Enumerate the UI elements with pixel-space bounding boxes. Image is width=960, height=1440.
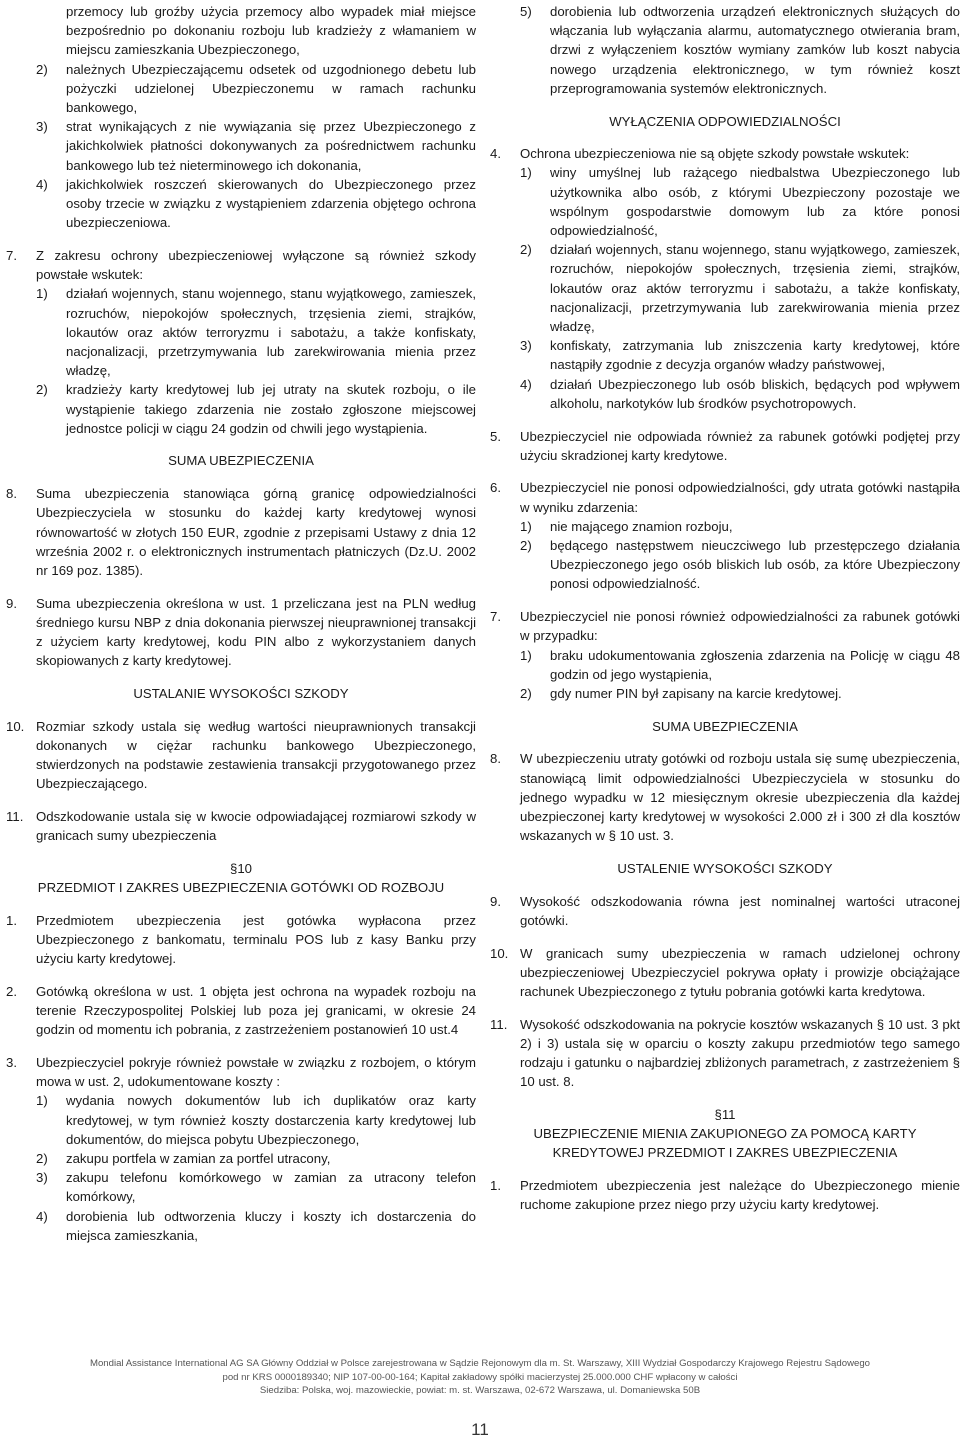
- paragraph-body: [520, 1176, 960, 1214]
- sub-item-text: działań wojennych, stanu wojennego, stanu wyjątkowego, zamieszek, rozruchów, niepokojów społecznych, trzęsienia ziemi, strajków, lokautów oraz aktów terroryzmu i sabotażu, a także konfiskaty, nacjonalizacji, przetrzymywania lub zarekwirowania mienia przez władzę,: [66, 286, 476, 379]
- numbered-paragraph: [6, 982, 476, 1040]
- sub-item-text: działań wojennych, stanu wojennego, stanu wyjątkowego, zamieszek, rozruchów, niepokojów społecznych, trzęsienia ziemi, strajków, lokautów oraz aktów terroryzmu i sabotażu, a także konfiskaty, nacjonalizacji, przetrzymywania lub zarekwirowania mienia przez władzę,: [550, 242, 960, 335]
- sub-item: [520, 517, 960, 536]
- paragraph-text: Suma ubezpieczenia stanowiąca górną granicę odpowiedzialności Ubezpieczyciela w stosunku do każdej karty kredytowej wynosi równowartość w złotych 150 EUR, zgodnie z przepisami Ustawy z dnia 12 września 2002 r. o elektronicznych instrumentach płatniczych (Dz.U. 2002 nr 169 poz. 1385).: [36, 486, 476, 578]
- section-heading: [6, 451, 476, 470]
- continued-paragraph: [490, 2, 960, 98]
- sub-item-number: 2): [36, 1151, 48, 1167]
- paragraph-number: [6, 2, 36, 232]
- sub-item-number: [36, 2, 66, 60]
- sub-item-text: zakupu portfela w zamian za portfel utracony,: [66, 1151, 331, 1167]
- paragraph-body: [36, 594, 476, 671]
- page-number: 11: [471, 1420, 489, 1439]
- paragraph-body: [520, 944, 960, 1002]
- section-heading-line: UBEZPIECZENIE MIENIA ZAKUPIONEGO ZA POMOCĄ KARTY KREDYTOWEJ PRZEDMIOT I ZAKRES UBEZPIECZENIA: [533, 1126, 917, 1161]
- sub-item-text: wydania nowych dokumentów lub ich duplikatów oraz karty kredytowej, w tym również koszty dostarczenia karty kredytowej lub dokumentów, do miejsca pobytu Ubezpieczonego,: [66, 1093, 476, 1147]
- section-heading: [490, 112, 960, 131]
- paragraph-body: [520, 144, 960, 413]
- sub-item: [36, 175, 476, 233]
- numbered-paragraph: [6, 484, 476, 580]
- paragraph-text: W granicach sumy ubezpieczenia w ramach udzielonej ochrony ubezpieczeniowej Ubezpieczyciel pokrywa opłaty i prowizje obciążające rachunek Ubezpieczonego z tytułu pobrania gotówki karta kredytowa.: [520, 945, 960, 999]
- paragraph-body: [36, 484, 476, 580]
- sub-item-text: przemocy lub groźby użycia przemocy albo wypadek miał miejsce bezpośrednio po dokonaniu rozboju lub kradzieży z włamaniem w miejscu zamieszkania Ubezpieczonego,: [66, 4, 476, 58]
- numbered-paragraph: [490, 1015, 960, 1092]
- section-heading-line: SUMA UBEZPIECZENIA: [168, 453, 314, 469]
- sub-item-number: 3): [36, 1170, 48, 1186]
- numbered-paragraph: [490, 427, 960, 465]
- numbered-paragraph: [490, 749, 960, 845]
- sub-item: [36, 2, 476, 60]
- paragraph-number: 2.: [6, 983, 17, 999]
- paragraph-number: 4.: [490, 146, 501, 162]
- section-heading: [6, 859, 476, 897]
- sub-item-number: 2): [36, 382, 48, 398]
- sub-item-number: 4): [520, 376, 532, 392]
- sub-item-text: nie mającego znamion rozboju,: [550, 518, 733, 534]
- sub-item: [520, 336, 960, 374]
- sub-item: [36, 1168, 476, 1206]
- paragraph-number: 7.: [490, 609, 501, 625]
- paragraph-body: [520, 478, 960, 593]
- paragraph-number: 5.: [490, 428, 501, 444]
- sub-item-text: gdy numer PIN był zapisany na karcie kredytowej.: [550, 686, 842, 701]
- paragraph-text: Gotówką określona w ust. 1 objęta jest ochrona na wypadek rozboju na terenie Rzeczypospolitej Polskiej lub poza jej granicami, w okresie 24 godzin od momentu ich pobrania, z zastrzeżeniem postanowień 10 ust.4: [36, 983, 476, 1038]
- sub-item-text: jakichkolwiek roszczeń skierowanych do Ubezpieczonego przez osoby trzecie w związku z wystąpieniem zdarzenia objętego ochrona ubezpieczeniowa.: [66, 176, 476, 231]
- sub-item: [36, 117, 476, 175]
- paragraph-text: Wysokość odszkodowania równa jest nominalnej wartości utraconej gotówki.: [520, 893, 960, 928]
- paragraph-body: [36, 807, 476, 845]
- paragraph-body: [36, 246, 476, 438]
- sub-item-number: 1): [520, 647, 532, 663]
- section-heading-line: §11: [714, 1106, 736, 1122]
- numbered-paragraph: [490, 478, 960, 593]
- numbered-paragraph: [490, 144, 960, 413]
- paragraph-number: 11.: [6, 809, 24, 825]
- paragraph-text: Ubezpieczyciel nie odpowiada również za rabunek gotówki podjętej przy użyciu skradzionej karty kredytowe.: [520, 428, 960, 463]
- section-heading: [6, 684, 476, 703]
- sub-item: [520, 240, 960, 336]
- footer: [0, 1357, 960, 1398]
- sub-item-text: winy umyślnej lub rażącego niedbalstwa Ubezpieczonego lub użytkownika albo osób, z którymi Ubezpieczony pozostaje we wspólnym gospodarstwie domowym lub za które ponosi odpowiedzialność,: [550, 165, 960, 239]
- paragraph-text: Ochrona ubezpieczeniowa nie są objęte szkody powstałe wskutek:: [520, 146, 910, 162]
- paragraph-body: [36, 2, 476, 232]
- sub-item-text: dorobienia lub odtworzenia urządzeń elektronicznych służących do włączania lub wyłączania alarmu, automatycznego otwierania bram, drzwi z wyłączeniem kosztów wymiany zamków lub koszt nabycia nowego urządzenia elektronicznego, w tym również koszt przeprogramowania systemów elektronicznych.: [550, 4, 960, 96]
- footer-line-1: Mondial Assistance International AG SA Główny Oddział w Polsce zarejestrowana w Sądzie Rejonowym dla m. St. Warszawy, XIII Wydział Gospodarczy Krajowego Rejestru Sądowego: [89, 1358, 871, 1369]
- sub-item-text: dorobienia lub odtworzenia kluczy i koszty ich dostarczenia do miejsca zamieszkania,: [66, 1208, 476, 1243]
- paragraph-body: [520, 607, 960, 703]
- sub-item: [36, 1207, 476, 1245]
- paragraph-number: 8.: [6, 486, 17, 502]
- section-heading: [490, 717, 960, 736]
- sub-item-number: 1): [520, 518, 532, 534]
- sub-item-number: 2): [520, 242, 532, 258]
- paragraph-text: Odszkodowanie ustala się w kwocie odpowiadającej rozmiarowi szkody w granicach sumy ubezpieczenia: [36, 809, 476, 844]
- right-column: [490, 2, 960, 1228]
- paragraph-text: Wysokość odszkodowania na pokrycie kosztów wskazanych § 10 ust. 3 pkt 2) i 3) ustala się w oparciu o koszty zakupu przedmiotów tego samego rodzaju i gatunku o najbardziej zbliżonych parametrach, z zastrzeżeniem § 10 ust. 8.: [520, 1016, 960, 1090]
- sub-item-number: 2): [36, 61, 48, 77]
- sub-item-number: 3): [520, 338, 532, 354]
- section-heading-line: USTALENIE WYSOKOŚCI SZKODY: [617, 860, 833, 876]
- paragraph-body: [36, 1053, 476, 1245]
- left-column: [6, 2, 476, 1259]
- sub-item: [520, 375, 960, 413]
- numbered-paragraph: [6, 246, 476, 438]
- section-heading-line: USTALANIE WYSOKOŚCI SZKODY: [133, 686, 349, 701]
- continued-paragraph: [6, 2, 476, 232]
- sub-item-number: 5): [520, 4, 532, 19]
- sub-item: [520, 163, 960, 240]
- paragraph-number: 9.: [490, 893, 501, 909]
- section-heading-line: SUMA UBEZPIECZENIA: [652, 718, 798, 734]
- section-heading: [490, 1105, 960, 1163]
- paragraph-number: 6.: [490, 480, 501, 496]
- paragraph-text: Przedmiotem ubezpieczenia jest należące do Ubezpieczonego mienie ruchome zakupione przez niego przy użyciu karty kredytowej.: [520, 1178, 960, 1213]
- paragraph-number: 10.: [6, 718, 25, 734]
- sub-item-number: 1): [36, 286, 48, 302]
- numbered-paragraph: [6, 807, 476, 845]
- sub-item-number: 2): [520, 538, 532, 554]
- sub-item-text: kradzieży karty kredytowej lub jej utraty na skutek rozboju, o ile wystąpienie takiego zdarzenia nie zostało zgłoszone miejscowej jednostce policji w ciągu 24 godzin od chwili jego wystąpienia.: [66, 382, 476, 436]
- sub-item: [36, 284, 476, 380]
- sub-item-text: działań Ubezpieczonego lub osób bliskich, będących pod wpływem alkoholu, narkotyków lub środków psychotropowych.: [550, 376, 960, 411]
- numbered-paragraph: [6, 594, 476, 671]
- sub-item-text: braku udokumentowania zgłoszenia zdarzenia na Policję w ciągu 48 godzin od jego wystąpienia,: [550, 647, 960, 682]
- paragraph-text: Rozmiar szkody ustala się według wartości nieuprawnionych transakcji dokonanych w ciężar rachunku bankowego Ubezpieczonego, stwierdzonych na podstawie zestawienia transakcji przygotowanego przez Ubezpieczającego.: [36, 718, 476, 792]
- numbered-paragraph: [6, 911, 476, 969]
- sub-item-number: 3): [36, 119, 48, 135]
- paragraph-text: Ubezpieczyciel pokryje również powstałe w związku z rozbojem, o którym mowa w ust. 2, udokumentowane koszty :: [36, 1055, 476, 1090]
- paragraph-number: 10.: [490, 945, 509, 961]
- sub-item-number: 1): [520, 165, 532, 181]
- footer-line-2: pod nr KRS 0000189340; NIP 107-00-00-164; Kapitał zakładowy spółki macierzystej 25.000.000 CHF wpłacony w całości: [222, 1371, 738, 1383]
- paragraph-text: Ubezpieczyciel nie ponosi również odpowiedzialności za rabunek gotówki w przypadku:: [520, 609, 960, 644]
- sub-item: [36, 1149, 476, 1168]
- sub-item: [36, 380, 476, 438]
- sub-item-text: strat wynikających z nie wywiązania się przez Ubezpieczonego z jakichkolwiek płatności dokonywanych za pośrednictwem rachunku bankowego lub też nieterminowego ich dokonania,: [66, 119, 476, 173]
- sub-item: [520, 646, 960, 684]
- paragraph-text: W ubezpieczeniu utraty gotówki od rozboju ustala się sumę ubezpieczenia, stanowiącą limit odpowiedzialności Ubezpieczyciela w stosunku do jednego wypadku w 12 miesięcznym okresie ubezpieczenia dla każdej ubezpieczonej karty kredytowej w wysokości 2.000 zł i 300 zł dla kosztów wskazanych w § 10 ust. 3.: [520, 751, 960, 844]
- paragraph-text: Z zakresu ochrony ubezpieczeniowej wyłączone są również szkody powstałe wskutek:: [36, 247, 476, 283]
- paragraph-body: [36, 911, 476, 969]
- numbered-paragraph: [490, 607, 960, 703]
- paragraph-number: [490, 2, 520, 98]
- paragraph-number: 1.: [490, 1178, 501, 1194]
- paragraph-number: 11.: [490, 1016, 508, 1032]
- sub-item-text: zakupu telefonu komórkowego w zamian za utracony telefon komórkowy,: [66, 1170, 476, 1205]
- sub-item-text: konfiskaty, zatrzymania lub zniszczenia karty kredytowej, które nastąpiły zgodnie z decyzja organów władzy państwowej,: [550, 338, 960, 373]
- paragraph-text: Suma ubezpieczenia określona w ust. 1 przeliczana jest na PLN według średniego kursu NBP z dnia dokonania pierwszej nieuprawnionej transakcji z użyciem karty kredytowej, kodu PIN albo z wykorzystaniem danych skopiowanych z karty kredytowej.: [36, 595, 476, 669]
- numbered-paragraph: [6, 1053, 476, 1245]
- paragraph-body: [36, 717, 476, 794]
- paragraph-body: [520, 2, 960, 98]
- sub-item-text: należnych Ubezpieczającemu odsetek od uzgodnionego debetu lub pożyczki udzielonej Ubezpieczonemu w ramach rachunku bankowego,: [66, 61, 476, 116]
- paragraph-body: [520, 1015, 960, 1092]
- section-heading-line: WYŁĄCZENIA ODPOWIEDZIALNOŚCI: [609, 113, 841, 129]
- sub-item: [36, 1091, 476, 1149]
- numbered-paragraph: [490, 1176, 960, 1214]
- sub-item-text: będącego następstwem nieuczciwego lub przestępczego działania Ubezpieczonego jego osób bliskich lub osób, za które Ubezpieczony ponosi odpowiedzialność.: [550, 538, 960, 592]
- sub-item-number: 1): [36, 1093, 48, 1109]
- paragraph-body: [36, 982, 476, 1040]
- paragraph-number: 1.: [6, 912, 17, 928]
- sub-item: [36, 60, 476, 118]
- section-heading-line: §10: [229, 860, 252, 876]
- paragraph-body: [520, 892, 960, 930]
- paragraph-number: 7.: [6, 247, 17, 263]
- section-heading: [490, 859, 960, 878]
- paragraph-text: Przedmiotem ubezpieczenia jest gotówka wypłacona przez Ubezpieczonego z bankomatu, terminalu POS lub z kasy Banku przy użyciu karty kredytowej.: [36, 912, 476, 967]
- paragraph-body: [520, 749, 960, 845]
- paragraph-number: 8.: [490, 751, 501, 767]
- sub-item: [520, 684, 960, 703]
- footer-line-3: Siedziba: Polska, woj. mazowieckie, powiat: m. st. Warszawa, 02-672 Warszawa, ul. Domaniewska 50B: [259, 1385, 701, 1397]
- paragraph-text: Ubezpieczyciel nie ponosi odpowiedzialności, gdy utrata gotówki nastąpiła w wyniku zdarzenia:: [520, 480, 960, 515]
- numbered-paragraph: [6, 717, 476, 794]
- paragraph-number: 9.: [6, 595, 17, 611]
- sub-item: [520, 2, 960, 98]
- sub-item: [520, 536, 960, 594]
- numbered-paragraph: [490, 892, 960, 930]
- paragraph-number: 3.: [6, 1055, 17, 1071]
- sub-item-number: 2): [520, 686, 532, 701]
- section-heading-line: PRZEDMIOT I ZAKRES UBEZPIECZENIA GOTÓWKI OD ROZBOJU: [37, 880, 445, 896]
- numbered-paragraph: [490, 944, 960, 1002]
- paragraph-body: [520, 427, 960, 465]
- sub-item-number: 4): [36, 1208, 48, 1224]
- sub-item-number: 4): [36, 176, 48, 192]
